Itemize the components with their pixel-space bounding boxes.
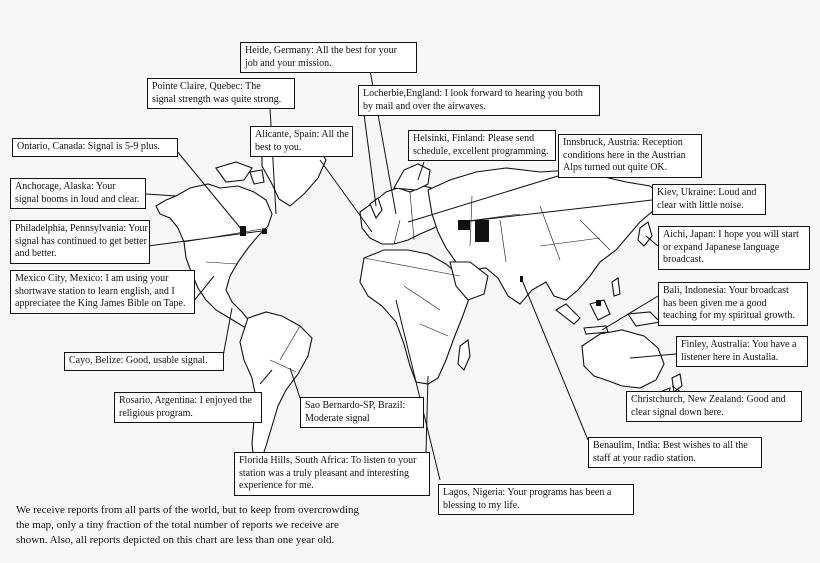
arctic-islands-2	[250, 170, 264, 184]
leader-lockerbie	[364, 114, 376, 206]
report-rosario-line1: Rosario, Argentina: I enjoyed the	[119, 395, 252, 406]
report-saobernardo-line2: Moderate signal	[305, 412, 370, 424]
leader-florida	[426, 376, 428, 454]
report-lagos-line1: Lagos, Nigeria: Your programs has been a	[443, 487, 612, 498]
report-pointe-claire	[147, 78, 295, 109]
report-anchorage-line2: signal booms in loud and clear.	[15, 193, 140, 205]
report-bali-line1: Bali, Indonesia: Your broadcast	[663, 285, 789, 296]
madagascar	[458, 340, 470, 370]
leader-anchorage	[146, 194, 176, 196]
report-heide	[240, 42, 417, 73]
report-lockerbie-line1: Locherbie,England: I look forward to hearing you both	[363, 88, 583, 99]
report-florida-line1: Florida Hills, South Africa: To listen to your	[239, 455, 417, 466]
report-spot-philadelphia	[262, 229, 267, 234]
report-benaulim-line2: staff at your radio station.	[593, 452, 696, 464]
report-lockerbie-line2: by mail and over the airwaves.	[363, 100, 486, 112]
report-pointe-line2: signal strength was quite strong.	[152, 93, 282, 105]
report-anchorage-line1: Anchorage, Alaska: Your	[15, 181, 116, 192]
report-alicante	[250, 126, 353, 157]
report-mexico-city	[10, 270, 195, 314]
report-mexico-line3: appreciatee the King James Bible on Tape.	[15, 298, 186, 309]
report-cayo-line1: Cayo, Belize: Good, usable signal.	[69, 355, 208, 366]
report-christchurch	[626, 391, 802, 422]
report-spot-ontario	[240, 226, 246, 236]
report-aichi-line3: broadcast.	[663, 254, 704, 265]
footnote-line2: the map, only a tiny fraction of the total number of reports we receive are	[16, 519, 339, 531]
report-alicante-line1: Alicante, Spain: All the	[255, 129, 349, 140]
report-philadelphia	[10, 220, 150, 264]
report-mexico-line1: Mexico City, Mexico: I am using your	[15, 273, 169, 284]
report-florida-hills	[234, 452, 430, 496]
japan	[638, 222, 652, 246]
australia	[582, 330, 664, 388]
scandinavia	[394, 164, 430, 190]
report-bali-line3: teaching for my spiritual growth.	[663, 310, 795, 321]
leader-benaulim	[522, 280, 588, 440]
report-saobernardo-line1: Sao Bernardo-SP, Brazil:	[305, 400, 406, 411]
report-lockerbie	[358, 85, 600, 116]
report-christchurch-line1: Christchurch, New Zealand: Good and	[631, 394, 786, 405]
report-rosario-line2: religious program.	[119, 407, 193, 419]
philippines	[612, 278, 620, 296]
south-america	[240, 312, 312, 464]
footnote-line1: We receive reports from all parts of the world, but to keep from overcrowding	[16, 504, 360, 516]
report-kiev-line1: Kiev, Ukraine: Loud and	[657, 187, 757, 198]
report-pointe-line1: Pointe Claire, Quebec: The	[152, 81, 261, 92]
report-benaulim	[588, 437, 762, 468]
report-alicante-line2: best to you.	[255, 141, 302, 153]
report-kiev-line2: clear with little noise.	[657, 199, 744, 211]
report-benaulim-line1: Benaulim, India: Best wishes to all the	[593, 440, 748, 451]
report-cayo	[64, 352, 224, 371]
report-aichi-line1: Aichi, Japan: I hope you will start	[663, 229, 799, 240]
report-mexico-line2: shortwave station to learn english, and I	[15, 285, 175, 297]
sumatra	[556, 304, 580, 324]
report-florida-line3: experience for me.	[239, 480, 314, 491]
report-helsinki-line1: Helsinki, Finland: Please send	[413, 133, 535, 144]
footnote	[16, 503, 436, 548]
report-kiev	[652, 184, 766, 215]
report-finley-line2: listener here in Austalia.	[681, 351, 779, 363]
report-lagos	[438, 484, 634, 515]
report-bali-line2: has been given me a good	[663, 297, 767, 309]
report-philadelphia-line1: Philadelphia, Pennsylvania: Your	[15, 223, 148, 234]
report-lagos-line2: blessing to my life.	[443, 499, 520, 511]
report-aichi	[658, 226, 810, 270]
report-helsinki	[408, 130, 556, 161]
footnote-line3: shown. Also, all reports depicted on this chart are less than one year old.	[16, 534, 335, 546]
report-ontario-line1: Ontario, Canada: Signal is 5-9 plus.	[17, 141, 161, 152]
report-spot-central-asia	[475, 220, 489, 242]
new-guinea	[628, 312, 660, 326]
report-innsbruck-line3: Alps turned out quite OK.	[563, 162, 668, 173]
report-rosario	[114, 392, 262, 423]
report-ontario	[12, 138, 178, 157]
report-christchurch-line2: clear signal down here.	[631, 406, 724, 418]
report-sao-bernardo	[300, 397, 424, 428]
report-florida-line2: station was a truly pleasant and interesting	[239, 467, 409, 479]
arctic-islands	[216, 162, 252, 182]
report-finley	[676, 336, 808, 367]
report-spot-indonesia	[596, 300, 601, 306]
report-heide-line2: job and your mission.	[245, 57, 332, 69]
report-philadelphia-line3: and better.	[15, 248, 57, 259]
report-bali	[658, 282, 808, 326]
report-aichi-line2: or expand Japanese language	[663, 241, 780, 253]
report-philadelphia-line2: signal has continued to get better	[15, 235, 147, 247]
report-anchorage	[10, 178, 146, 209]
leader-alicante	[320, 160, 372, 232]
report-innsbruck-line2: conditions here in the Austrian	[563, 149, 686, 161]
report-heide-line1: Heide, Germany: All the best for your	[245, 45, 397, 56]
report-helsinki-line2: schedule, excellent programming.	[413, 145, 549, 157]
report-finley-line1: Finley, Australia: You have a	[681, 339, 797, 350]
report-innsbruck-line1: Innsbruck, Austria: Reception	[563, 137, 683, 148]
report-innsbruck	[558, 134, 702, 178]
